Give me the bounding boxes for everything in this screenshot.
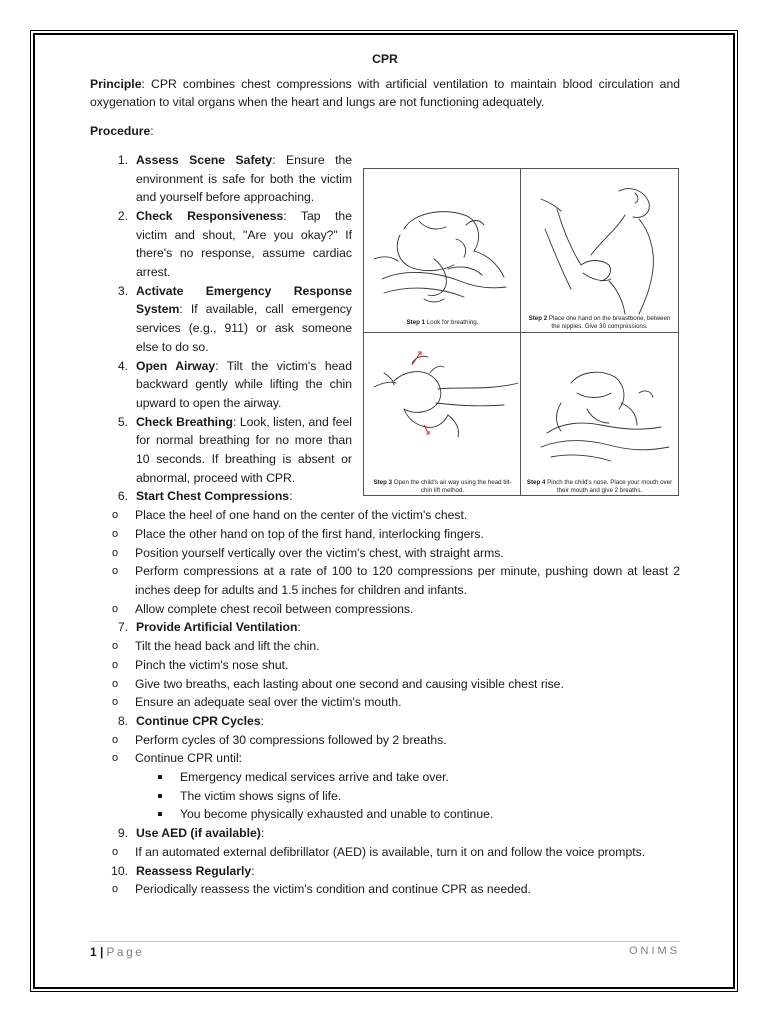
step-label: Check Breathing — [136, 414, 233, 429]
panel-caption: Step 4 Pinch the child's nose. Place your mouth over their mouth and give 2 breaths. — [526, 479, 673, 494]
step-label: Use AED (if available) — [136, 826, 261, 841]
sub-sub-item: Emergency medical services arrive and take over. — [135, 768, 680, 787]
principle-text: : CPR combines chest compressions with artificial ventilation to maintain blood circulation and oxygenation to vital organs when the heart and lungs are not functioning adequately. — [90, 76, 680, 110]
page-number: 1 | Page — [90, 945, 145, 959]
step-6-details — [90, 506, 680, 618]
step-5: 5. Check Breathing: Look, listen, and feel for normal breathing for no more than 10 seconds. If breathing is absent or abnormal, proceed with CPR. — [117, 414, 352, 485]
sub-item: o Allow complete chest recoil between compressions. — [112, 601, 414, 616]
figure-panel-step-2 — [521, 169, 678, 332]
figure-panel-step-4 — [521, 333, 678, 496]
panel-caption: Step 3 Open the child's air way using the head tilt-chin lift method. — [373, 479, 512, 494]
figure-panel-step-1 — [364, 169, 521, 332]
step-text: : Ensure the environment is safe for both the victim and yourself before approaching. — [136, 152, 353, 205]
step-10-details — [90, 880, 680, 899]
sub-sub-list — [135, 768, 680, 824]
step-6: 6. Start Chest Compressions: — [117, 489, 293, 504]
rescue-breaths-illustration — [521, 333, 678, 495]
panel-caption: Step 2 Place one hand on the breastbone, between the nipples. Give 30 compressions. — [528, 315, 671, 330]
step-label: Start Chest Compressions — [136, 489, 290, 504]
footer-organization: ONIMS — [628, 945, 680, 957]
chest-compression-illustration — [521, 169, 678, 332]
principle-label: Principle — [90, 76, 142, 91]
head-tilt-chin-lift-illustration — [364, 333, 520, 495]
step-label: Continue CPR Cycles — [136, 713, 261, 728]
step-label: Provide Artificial Ventilation — [136, 620, 298, 635]
step-8-details — [90, 731, 680, 825]
sub-list — [90, 843, 680, 862]
step-8: 8. Continue CPR Cycles: — [117, 713, 264, 728]
step-label: Reassess Regularly — [136, 863, 252, 878]
sub-item: o Place the other hand on top of the first hand, interlocking fingers. — [112, 526, 484, 541]
step-text: : Look, listen, and feel for normal breathing for no more than 10 seconds. If breathing is absent or abnormal, proceed with CPR. — [136, 414, 352, 485]
step-label: Check Responsiveness — [136, 208, 284, 223]
step-9-details — [90, 843, 680, 862]
step-text: : Tap the victim and shout, "Are you okay?" If there's no response, assume cardiac arrest. — [136, 208, 352, 280]
look-for-breathing-illustration — [364, 169, 520, 332]
figure-panel-step-3 — [364, 333, 521, 496]
cpr-steps-figure — [363, 168, 679, 496]
sub-item: o Position yourself vertically over the victim's chest, with straight arms. — [112, 545, 504, 560]
sub-item: o Tilt the head back and lift the chin. — [112, 639, 320, 654]
sub-item: o Give two breaths, each lasting about one second and causing visible chest rise. — [112, 676, 564, 691]
procedure-label: Procedure — [90, 124, 151, 139]
step-9: 9. Use AED (if available): — [117, 826, 265, 841]
step-label: Open Airway — [136, 358, 216, 373]
sub-list — [90, 731, 680, 825]
principle-paragraph — [90, 75, 680, 112]
sub-list — [90, 880, 680, 899]
sub-item: o If an automated external defibrillator (AED) is available, turn it on and follow the voice prompts. — [112, 844, 646, 859]
panel-caption: Step 1 Look for breathing. — [406, 319, 479, 326]
procedure-heading: Procedure: — [90, 124, 154, 139]
step-3: 3. Activate Emergency Response System: If available, call emergency services (e.g., 911) or ask someone else to do so. — [117, 283, 352, 354]
step-text: : If available, call emergency services (e.g., 911) or ask someone else to do so. — [136, 302, 352, 354]
sub-item: o Periodically reassess the victim's condition and continue CPR as needed. — [112, 882, 531, 897]
step-text: : Tilt the victim's head backward gently while lifting the chin upward to open the airway. — [136, 358, 352, 410]
document-title: CPR — [372, 52, 398, 66]
step-label: Activate Emergency Response System — [136, 283, 352, 317]
step-label: Assess Scene Safety — [136, 152, 273, 167]
sub-list — [90, 637, 680, 712]
step-10: 10. Reassess Regularly: — [111, 863, 255, 878]
sub-list — [90, 506, 680, 618]
sub-item: o Place the heel of one hand on the center of the victim's chest. — [112, 508, 468, 523]
sub-sub-item: The victim shows signs of life. — [135, 787, 680, 806]
sub-sub-item: You become physically exhausted and unable to continue. — [135, 805, 680, 824]
step-1: 1. Assess Scene Safety: Ensure the environment is safe for both the victim and yourself before approaching. — [117, 152, 353, 205]
step-7: 7. Provide Artificial Ventilation: — [117, 620, 301, 635]
sub-item: o Continue CPR until: Emergency medical services arrive and take over. The victim shows signs of life. You become physically exhausted and unable to continue. — [90, 749, 680, 824]
sub-item: o Perform compressions at a rate of 100 to 120 compressions per minute, pushing down at least 2 inches deep for adults and 1.5 inches for children and infants. — [112, 564, 680, 597]
step-2: 2. Check Responsiveness: Tap the victim and shout, "Are you okay?" If there's no response, assume cardiac arrest. — [117, 208, 352, 280]
step-7-details — [90, 637, 680, 712]
sub-item: o Ensure an adequate seal over the victim's mouth. — [112, 695, 402, 710]
step-4: 4. Open Airway: Tilt the victim's head backward gently while lifting the chin upward to open the airway. — [117, 358, 352, 410]
footer-divider — [90, 941, 680, 942]
sub-item: o Pinch the victim's nose shut. — [112, 657, 289, 672]
sub-item: o Perform cycles of 30 compressions followed by 2 breaths. — [112, 732, 447, 747]
